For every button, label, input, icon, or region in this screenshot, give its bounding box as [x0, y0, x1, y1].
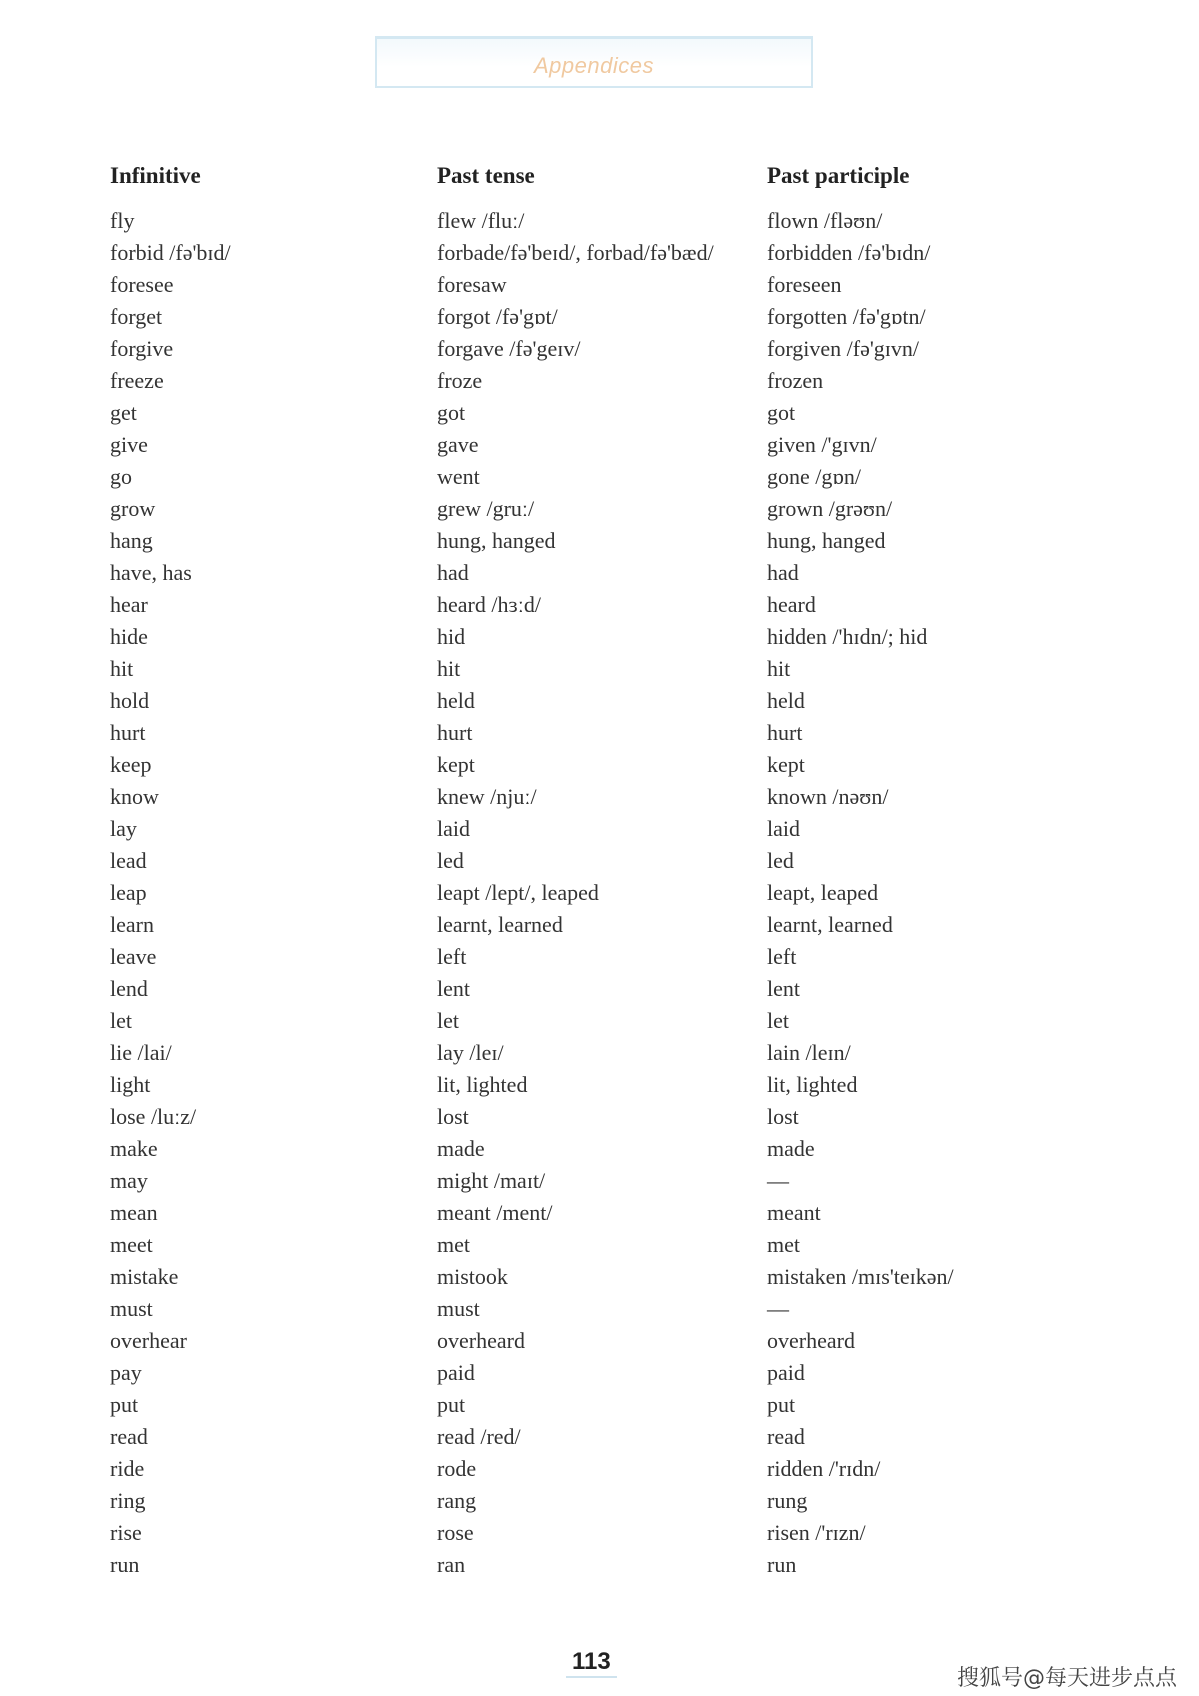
past-tense-cell: overheard — [437, 1328, 525, 1353]
infinitive-cell: hurt — [110, 720, 146, 745]
past-participle-cell: made — [767, 1136, 815, 1161]
past-participle-cell: run — [767, 1552, 797, 1577]
past-tense-cell: knew /njuː/ — [437, 784, 537, 809]
past-tense-cell: left — [437, 944, 467, 969]
past-tense-cell: ran — [437, 1552, 466, 1577]
past-tense-cell: heard /hɜːd/ — [437, 592, 541, 617]
past-participle-cell: meant — [767, 1200, 821, 1225]
past-participle-cell: overheard — [767, 1328, 855, 1353]
past-tense-cell: must — [437, 1296, 480, 1321]
past-tense-cell: lent — [437, 976, 470, 1001]
infinitive-cell: keep — [110, 752, 152, 777]
page-number: 113 — [566, 1648, 617, 1678]
infinitive-cell: fly — [110, 208, 135, 233]
past-tense-cell: kept — [437, 752, 475, 777]
past-tense-cell: laid — [437, 816, 470, 841]
past-participle-cell: heard — [767, 592, 816, 617]
past-tense-cell: froze — [437, 368, 483, 393]
infinitive-cell: grow — [110, 496, 156, 521]
past-tense-cell: forgave /fə'geɪv/ — [437, 336, 581, 361]
past-tense-cell: mistook — [437, 1264, 508, 1289]
past-participle-cell: known /nəʊn/ — [767, 784, 889, 809]
past-participle-cell: flown /fləʊn/ — [767, 208, 883, 233]
infinitive-cell: lie /lai/ — [110, 1040, 172, 1065]
infinitive-cell: rise — [110, 1520, 142, 1545]
past-participle-cell: grown /grəʊn/ — [767, 496, 893, 521]
infinitive-cell: hang — [110, 528, 153, 553]
past-participle-cell: foreseen — [767, 272, 842, 297]
past-participle-cell: kept — [767, 752, 805, 777]
infinitive-cell: hit — [110, 656, 134, 681]
infinitive-cell: know — [110, 784, 159, 809]
past-tense-cell: had — [437, 560, 469, 585]
past-participle-cell: hit — [767, 656, 791, 681]
past-tense-cell: grew /gruː/ — [437, 496, 535, 521]
past-tense-cell: made — [437, 1136, 485, 1161]
past-tense-cell: lost — [437, 1104, 469, 1129]
past-tense-cell: met — [437, 1232, 470, 1257]
past-tense-cell: hurt — [437, 720, 473, 745]
past-participle-cell: put — [767, 1392, 796, 1417]
past-participle-cell: forgiven /fə'gɪvn/ — [767, 336, 920, 361]
infinitive-cell: give — [110, 432, 148, 457]
past-tense-cell: rose — [437, 1520, 474, 1545]
past-participle-cell: hung, hanged — [767, 528, 886, 553]
past-tense-cell: leapt /lept/, leaped — [437, 880, 599, 905]
infinitive-cell: get — [110, 400, 137, 425]
past-tense-header: Past tense — [437, 163, 535, 188]
past-tense-cell: read /red/ — [437, 1424, 521, 1449]
infinitive-cell: forget — [110, 304, 163, 329]
past-tense-cell: let — [437, 1008, 459, 1033]
past-participle-cell: led — [767, 848, 794, 873]
past-participle-cell: ridden /'rɪdn/ — [767, 1456, 881, 1481]
past-participle-cell: gone /gɒn/ — [767, 464, 861, 489]
infinitive-cell: hold — [110, 688, 150, 713]
past-tense-cell: foresaw — [437, 272, 507, 297]
infinitive-cell: forgive — [110, 336, 174, 361]
past-tense-cell: lit, lighted — [437, 1072, 528, 1097]
infinitive-cell: put — [110, 1392, 139, 1417]
infinitive-cell: pay — [110, 1360, 142, 1385]
infinitive-header: Infinitive — [110, 163, 201, 188]
infinitive-cell: mean — [110, 1200, 158, 1225]
past-tense-cell: rode — [437, 1456, 477, 1481]
infinitive-cell: go — [110, 464, 132, 489]
past-participle-cell: held — [767, 688, 805, 713]
infinitive-cell: hear — [110, 592, 148, 617]
past-participle-cell: laid — [767, 816, 800, 841]
past-tense-cell: lay /leɪ/ — [437, 1040, 504, 1065]
past-participle-cell: rung — [767, 1488, 808, 1513]
infinitive-cell: lead — [110, 848, 147, 873]
past-participle-cell: had — [767, 560, 799, 585]
past-participle-cell: forgotten /fə'gɒtn/ — [767, 304, 926, 329]
past-tense-cell: flew /fluː/ — [437, 208, 525, 233]
infinitive-cell: overhear — [110, 1328, 187, 1353]
infinitive-cell: have, has — [110, 560, 192, 585]
infinitive-cell: may — [110, 1168, 148, 1193]
past-tense-cell: learnt, learned — [437, 912, 563, 937]
infinitive-cell: mistake — [110, 1264, 179, 1289]
past-tense-cell: forgot /fə'gɒt/ — [437, 304, 558, 329]
past-participle-cell: — — [767, 1168, 789, 1193]
past-tense-cell: hung, hanged — [437, 528, 556, 553]
past-tense-cell: put — [437, 1392, 466, 1417]
past-tense-cell: went — [437, 464, 480, 489]
infinitive-cell: light — [110, 1072, 151, 1097]
past-participle-cell: mistaken /mɪs'teɪkən/ — [767, 1264, 954, 1289]
infinitive-cell: lose /luːz/ — [110, 1104, 197, 1129]
past-participle-cell: met — [767, 1232, 800, 1257]
past-tense-cell: hit — [437, 656, 461, 681]
past-participle-cell: risen /'rɪzn/ — [767, 1520, 866, 1545]
past-participle-column — [767, 157, 1087, 1581]
past-participle-cell: let — [767, 1008, 789, 1033]
past-participle-cell: got — [767, 400, 796, 425]
past-participle-cell: lost — [767, 1104, 799, 1129]
infinitive-cell: make — [110, 1136, 158, 1161]
past-participle-cell: lit, lighted — [767, 1072, 858, 1097]
infinitive-cell: learn — [110, 912, 154, 937]
infinitive-cell: let — [110, 1008, 132, 1033]
past-tense-cell: led — [437, 848, 464, 873]
past-participle-cell: learnt, learned — [767, 912, 893, 937]
infinitive-cell: hide — [110, 624, 148, 649]
past-participle-cell: hurt — [767, 720, 803, 745]
past-participle-cell: read — [767, 1424, 805, 1449]
past-participle-cell: paid — [767, 1360, 805, 1385]
past-participle-cell: hidden /'hɪdn/; hid — [767, 624, 928, 649]
past-tense-cell: meant /ment/ — [437, 1200, 553, 1225]
past-participle-cell: leapt, leaped — [767, 880, 879, 905]
past-participle-cell: — — [767, 1296, 789, 1321]
infinitive-cell: foresee — [110, 272, 174, 297]
past-participle-cell: forbidden /fə'bɪdn/ — [767, 240, 931, 265]
past-tense-cell: forbade/fə'beɪd/, forbad/fə'bæd/ — [437, 240, 714, 265]
appendices-header — [375, 36, 813, 88]
infinitive-cell: forbid /fə'bɪd/ — [110, 240, 231, 265]
past-participle-cell: lent — [767, 976, 800, 1001]
past-tense-cell: hid — [437, 624, 466, 649]
past-tense-cell: paid — [437, 1360, 475, 1385]
header-title: Appendices — [534, 53, 654, 78]
past-tense-cell: rang — [437, 1488, 477, 1513]
past-participle-cell: given /'gɪvn/ — [767, 432, 877, 457]
infinitive-cell: meet — [110, 1232, 153, 1257]
past-participle-cell: frozen — [767, 368, 824, 393]
infinitive-cell: read — [110, 1424, 148, 1449]
infinitive-cell: lend — [110, 976, 148, 1001]
infinitive-cell: ride — [110, 1456, 145, 1481]
past-participle-cell: left — [767, 944, 797, 969]
infinitive-cell: leave — [110, 944, 157, 969]
past-tense-cell: got — [437, 400, 466, 425]
past-tense-cell: held — [437, 688, 475, 713]
infinitive-cell: must — [110, 1296, 153, 1321]
infinitive-column — [110, 157, 410, 1581]
infinitive-cell: freeze — [110, 368, 164, 393]
infinitive-cell: lay — [110, 816, 137, 841]
watermark: 搜狐号@每天进步点点 — [956, 1666, 1177, 1691]
past-tense-column — [437, 157, 757, 1581]
past-tense-cell: might /maɪt/ — [437, 1168, 546, 1193]
infinitive-cell: run — [110, 1552, 140, 1577]
past-participle-header: Past participle — [767, 163, 910, 188]
past-tense-cell: gave — [437, 432, 479, 457]
infinitive-cell: leap — [110, 880, 147, 905]
infinitive-cell: ring — [110, 1488, 146, 1513]
past-participle-cell: lain /leɪn/ — [767, 1040, 851, 1065]
